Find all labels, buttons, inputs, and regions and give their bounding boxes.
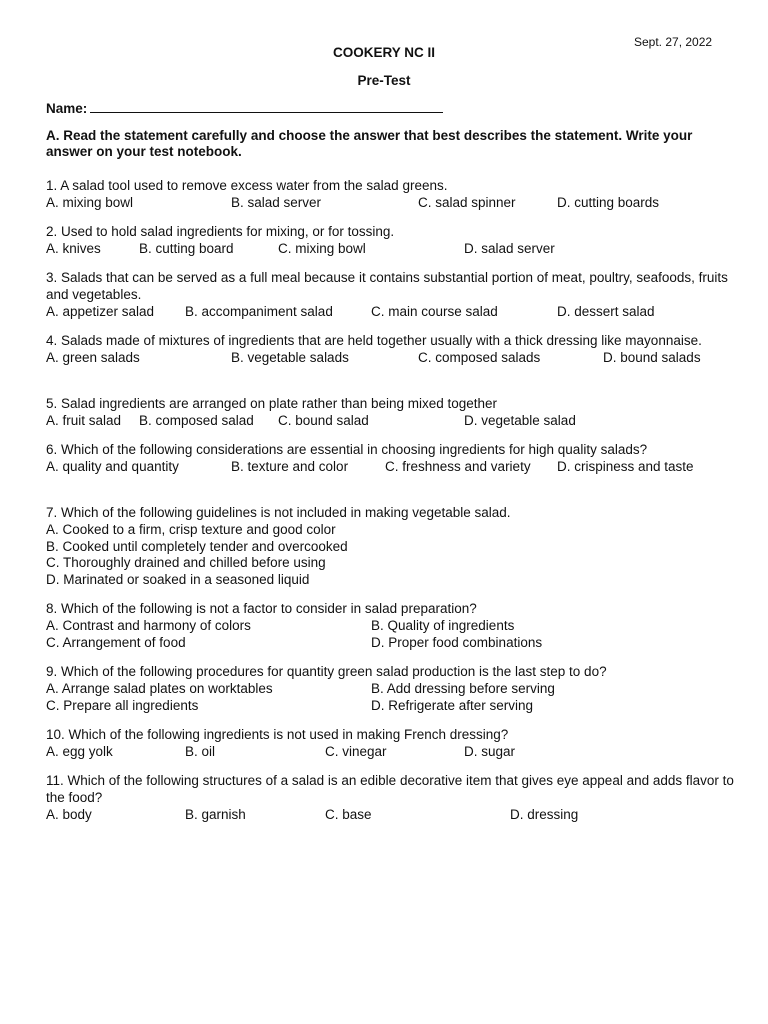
option-c: C. base (325, 806, 372, 822)
option-b: B. accompaniment salad (185, 303, 333, 319)
options-row (46, 635, 736, 652)
option-c: C. Thoroughly drained and chilled before using (46, 555, 326, 571)
option-c: C. salad spinner (418, 194, 516, 210)
option-d: D. salad server (464, 240, 555, 256)
option-d: D. Marinated or soaked in a seasoned liquid (46, 572, 310, 588)
name-label: Name: (46, 101, 88, 116)
option-d: D. bound salads (603, 349, 701, 365)
test-date: Sept. 27, 2022 (634, 35, 713, 49)
option-b: B. vegetable salads (231, 349, 349, 365)
option-a: A. appetizer salad (46, 303, 155, 319)
document-title: COOKERY NC II (332, 45, 435, 60)
question-text: 7. Which of the following guidelines is not included in making vegetable salad. (46, 505, 511, 520)
option-a: A. fruit salad (46, 412, 122, 428)
option-d: D. vegetable salad (464, 412, 576, 428)
option-d: D. crispiness and taste (557, 458, 694, 474)
option-a: A. mixing bowl (46, 194, 134, 210)
question-7 (46, 505, 736, 589)
option-c: C. vinegar (325, 743, 387, 759)
option-d: D. Refrigerate after serving (371, 697, 534, 713)
question-9 (46, 664, 736, 714)
option-b: B. oil (185, 743, 216, 759)
question-text: 3. Salads that can be served as a full meal because it contains substantial portion of meat, poultry, seafoods, fruits and vegetables. (46, 270, 728, 302)
option-c: C. Prepare all ingredients (46, 697, 199, 713)
options-row (46, 744, 736, 761)
option-b: B. composed salad (139, 412, 254, 428)
question-6 (46, 442, 736, 476)
options-row (46, 698, 736, 715)
question-text: 11. Which of the following structures of a salad is an edible decorative item that gives eye appeal and adds flavor to the food? (46, 773, 734, 805)
option-d: D. Proper food combinations (371, 634, 543, 650)
option-c: C. composed salads (418, 349, 541, 365)
option-b: B. Cooked until completely tender and overcooked (46, 538, 348, 554)
options-row (46, 350, 736, 367)
option-b: B. cutting board (139, 240, 234, 256)
question-text: 10. Which of the following ingredients is not used in making French dressing? (46, 727, 509, 742)
option-b: B. Add dressing before serving (371, 680, 555, 696)
question-text: 5. Salad ingredients are arranged on plate rather than being mixed together (46, 396, 498, 411)
question-text: 4. Salads made of mixtures of ingredients that are held together usually with a thick dressing like mayonnaise. (46, 333, 702, 348)
question-4 (46, 333, 736, 367)
option-a: A. body (46, 806, 92, 822)
option-a: A. quality and quantity (46, 458, 179, 474)
options-row (46, 195, 736, 212)
question-5 (46, 396, 736, 430)
question-text: 9. Which of the following procedures for quantity green salad production is the last step to do? (46, 664, 607, 679)
question-text: 8. Which of the following is not a factor to consider in salad preparation? (46, 601, 477, 616)
option-c: C. Arrangement of food (46, 634, 186, 650)
option-c: C. freshness and variety (385, 458, 531, 474)
options-row (46, 241, 736, 258)
option-c: C. main course salad (371, 303, 498, 319)
options-row (46, 459, 736, 476)
options-row (46, 807, 736, 824)
option-d: D. sugar (464, 743, 516, 759)
question-11 (46, 773, 736, 823)
option-d: D. dessert salad (557, 303, 655, 319)
options-row (46, 681, 736, 698)
option-b: B. Quality of ingredients (371, 617, 515, 633)
question-2 (46, 224, 736, 258)
question-text: 1. A salad tool used to remove excess water from the salad greens. (46, 178, 448, 193)
options-row (46, 413, 736, 430)
document-subtitle: Pre-Test (357, 73, 411, 88)
option-a: A. Contrast and harmony of colors (46, 617, 251, 633)
options-row (46, 618, 736, 635)
option-a: A. green salads (46, 349, 140, 365)
question-text: 6. Which of the following considerations are essential in choosing ingredients for high quality salads? (46, 442, 648, 457)
option-b: B. garnish (185, 806, 246, 822)
option-d: D. cutting boards (557, 194, 660, 210)
question-10 (46, 727, 736, 761)
name-field (46, 99, 443, 116)
instructions: A. Read the statement carefully and choose the answer that best describes the statement. Write your answer on your test notebook. (46, 128, 693, 159)
question-1 (46, 178, 736, 212)
option-c: C. bound salad (278, 412, 369, 428)
option-d: D. dressing (510, 806, 579, 822)
option-a: A. Cooked to a firm, crisp texture and good color (46, 521, 336, 537)
option-a: A. egg yolk (46, 743, 113, 759)
question-8 (46, 601, 736, 651)
options-row (46, 304, 736, 321)
name-blank-line (90, 99, 443, 113)
option-b: B. texture and color (231, 458, 349, 474)
option-b: B. salad server (231, 194, 322, 210)
question-text: 2. Used to hold salad ingredients for mixing, or for tossing. (46, 224, 395, 239)
option-a: A. Arrange salad plates on worktables (46, 680, 273, 696)
option-a: A. knives (46, 240, 101, 256)
question-3 (46, 270, 736, 320)
option-c: C. mixing bowl (278, 240, 366, 256)
